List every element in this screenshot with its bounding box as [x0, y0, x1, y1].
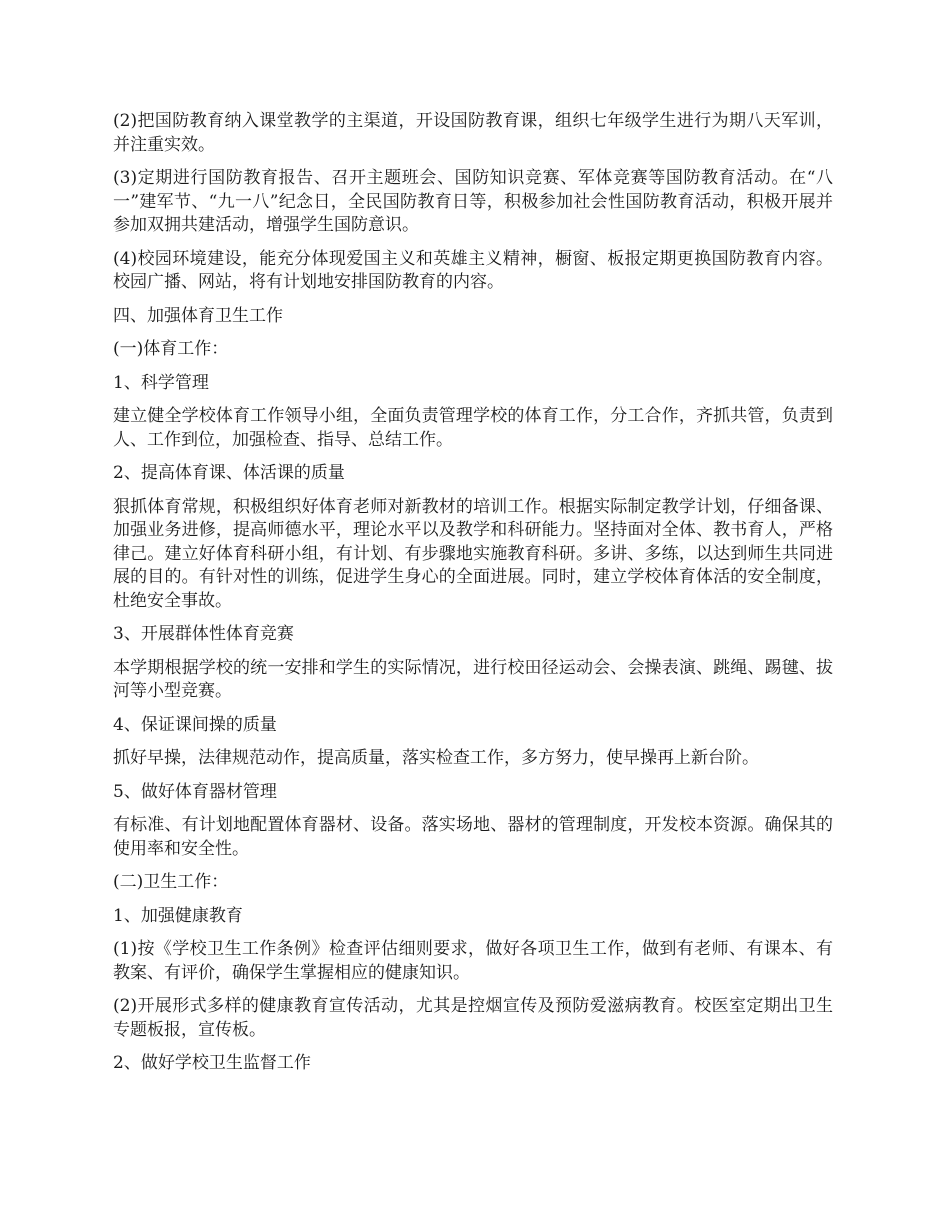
paragraph-health-regulations: (1)按《学校卫生工作条例》检查评估细则要求，做好各项卫生工作，做到有老师、有课本、有教案、有评价，确保学生掌握相应的健康知识。	[113, 939, 833, 983]
subsection-heading-health-work: (二)卫生工作：	[113, 872, 229, 892]
document-body	[113, 110, 833, 1086]
item-heading-scientific-management: 1、科学管理	[113, 372, 209, 393]
item-heading-health-education: 1、加强健康教育	[113, 905, 243, 926]
item-heading-health-supervision: 2、做好学校卫生监督工作	[113, 1053, 311, 1073]
paragraph-national-defense-activities: (3)定期进行国防教育报告、召开主题班会、国防知识竞赛、军体竞赛等国防教育活动。在“八一”建军节、“九一八”纪念日，全民国防教育日等，积极参加社会性国防教育活动，积极开展并参加双拥共建活动，增强学生国防意识。	[113, 168, 833, 235]
paragraph-equipment: 有标准、有计划地配置体育器材、设备。落实场地、器材的管理制度，开发校本资源。确保其的使用率和安全性。	[113, 815, 833, 859]
paragraph-campus-environment: (4)校园环境建设，能充分体现爱国主义和英雄主义精神，橱窗、板报定期更换国防教育内容。校园广播、网站，将有计划地安排国防教育的内容。	[113, 248, 833, 292]
paragraph-morning-exercise: 抓好早操，法律规范动作，提高质量，落实检查工作，多方努力，使早操再上新台阶。	[113, 748, 759, 768]
item-heading-pe-class-quality: 2、提高体育课、体活课的质量	[113, 463, 345, 483]
item-heading-equipment-management: 5、做好体育器材管理	[113, 781, 277, 802]
paragraph-pe-routine: 狠抓体育常规，积极组织好体育老师对新教材的培训工作。根据实际制定教学计划，仔细备课、加强业务进修，提高师德水平，理论水平以及教学和科研能力。坚持面对全体、教书育人，严格律己。建立好体育科研小组，有计划、有步骤地实施教育科研。多讲、多练，以达到师生共同进展的目的。有针对性的训练，促进学生身心的全面进展。同时，建立学校体育体活的安全制度，杜绝安全事故。	[113, 496, 833, 611]
item-heading-group-competitions: 3、开展群体性体育竞赛	[113, 624, 294, 644]
paragraph-national-defense-curriculum: (2)把国防教育纳入课堂教学的主渠道，开设国防教育课，组织七年级学生进行为期八天军训，并注重实效。	[113, 111, 833, 155]
paragraph-health-campaigns: (2)开展形式多样的健康教育宣传活动，尤其是控烟宣传及预防爱滋病教育。校医室定期出卫生专题板报，宣传板。	[113, 996, 833, 1040]
paragraph-leadership-group: 建立健全学校体育工作领导小组，全面负责管理学校的体育工作，分工合作，齐抓共管，负责到人、工作到位，加强检查、指导、总结工作。	[113, 406, 833, 450]
item-heading-exercise-quality: 4、保证课间操的质量	[113, 714, 277, 735]
subsection-heading-sports-work: (一)体育工作：	[113, 339, 229, 359]
section-heading-sports-health: 四、加强体育卫生工作	[113, 305, 283, 326]
paragraph-competitions: 本学期根据学校的统一安排和学生的实际情况，进行校田径运动会、会操表演、跳绳、踢毽、拔河等小型竞赛。	[113, 657, 833, 701]
